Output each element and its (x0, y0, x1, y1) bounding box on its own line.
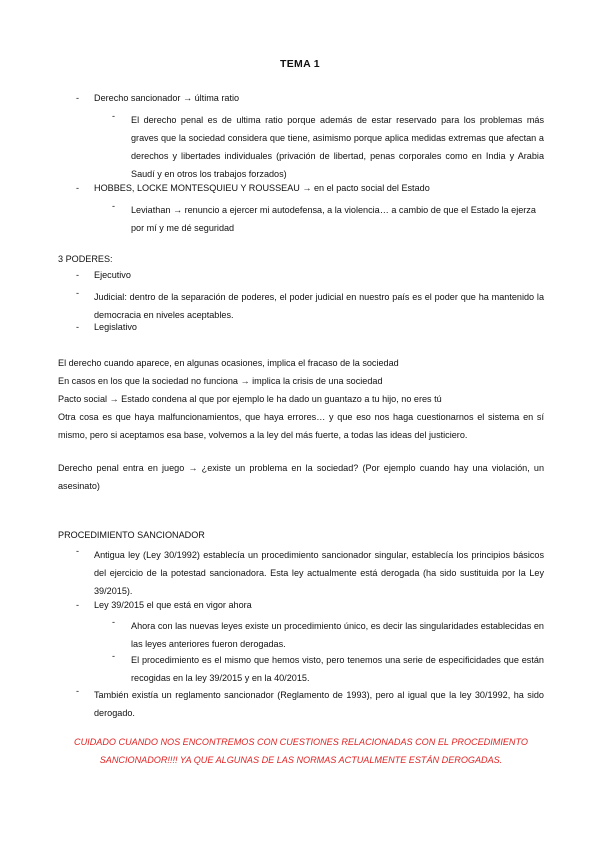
sub-bullet-ultima-ratio: El derecho penal es de ultima ratio porque además de estar reservado para los problemas más graves que la sociedad considera que tiene, asimismo porque aplica medidas extremas que afectan a derechos y libertades individuales (privación de libertad, penas corporales como en India y Arabia Saudí y en otros los trabajos forzados) (131, 115, 544, 179)
page-title: TEMA 1 (280, 58, 320, 70)
bullet-reglamento: También existía un reglamento sancionador (Reglamento de 1993), pero al igual que la ley 30/1992, ha sido derogado. (94, 690, 544, 718)
bullet-pacto-social: HOBBES, LOCKE MONTESQUIEU Y ROUSSEAU → en el pacto social del Estado (94, 183, 430, 193)
sub-bullet-dash: - (112, 111, 116, 121)
bullet-dash: - (76, 686, 80, 696)
bullet-dash: - (76, 93, 80, 103)
section-heading-poderes: 3 PODERES: (58, 254, 113, 264)
sub-bullet-especificidades: El procedimiento es el mismo que hemos visto, pero tenemos una serie de especificidades que están recogidas en la ley 39/2015 y en la 40/2015. (131, 655, 544, 683)
paragraph-derecho-fracaso: El derecho cuando aparece, en algunas ocasiones, implica el fracaso de la sociedad (58, 358, 399, 368)
paragraph-crisis-sociedad: En casos en los que la sociedad no funciona → implica la crisis de una sociedad (58, 376, 383, 386)
sub-bullet-procedimiento-unico: Ahora con las nuevas leyes existe un procedimiento único, es decir las singularidades establecidas en las leyes anteriores fueron derogadas. (131, 621, 544, 649)
bullet-antigua-ley: Antigua ley (Ley 30/1992) establecía un procedimiento sancionador singular, establecía los principios básicos del ejercicio de la potestad sancionadora. Esta ley actualmente está derogada (ha sido sustituida por la Ley 39/2015). (94, 550, 544, 596)
paragraph-derecho-penal: Derecho penal entra en juego → ¿existe un problema en la sociedad? (Por ejemplo cuando hay una violación, un asesinato) (58, 463, 544, 491)
paragraph-malfuncionamientos: Otra cosa es que haya malfuncionamientos, que haya errores… y que eso nos haga cuestionarnos el sistema en sí mismo, pero si aceptamos esa base, volvemos a la ley del más fuerte, a todas las ideas del justiciero. (58, 412, 544, 440)
sub-bullet-dash: - (112, 651, 116, 661)
bullet-ley-39-2015: Ley 39/2015 el que está en vigor ahora (94, 600, 252, 610)
paragraph-pacto-social: Pacto social → Estado condena al que por ejemplo le ha dado un guantazo a tu hijo, no eres tú (58, 394, 442, 404)
sub-bullet-dash: - (112, 201, 116, 211)
poder-ejecutivo: Ejecutivo (94, 270, 131, 280)
bullet-derecho-sancionador: Derecho sancionador → última ratio (94, 93, 240, 103)
bullet-dash: - (76, 183, 80, 193)
sub-bullet-leviathan: Leviathan → renuncio a ejercer mi autodefensa, a la violencia… a cambio de que el Estado la ejerza por mí y me dé seguridad (131, 205, 536, 233)
warning-note: CUIDADO CUANDO NOS ENCONTREMOS CON CUESTIONES RELACIONADAS CON EL PROCEDIMIENTO SANCIONADOR!!!! YA QUE ALGUNAS DE LAS NORMAS ACTUALMENTE ESTÁN DEROGADAS. (74, 737, 528, 765)
bullet-dash: - (76, 546, 80, 556)
bullet-dash: - (76, 322, 80, 332)
poder-legislativo: Legislativo (94, 322, 137, 332)
bullet-dash: - (76, 288, 80, 298)
bullet-dash: - (76, 270, 80, 280)
poder-judicial: Judicial: dentro de la separación de poderes, el poder judicial en nuestro país es el poder que ha mantenido la democracia en niveles aceptables. (94, 292, 544, 320)
section-heading-procedimiento: PROCEDIMIENTO SANCIONADOR (58, 530, 205, 540)
sub-bullet-dash: - (112, 617, 116, 627)
bullet-dash: - (76, 600, 80, 610)
